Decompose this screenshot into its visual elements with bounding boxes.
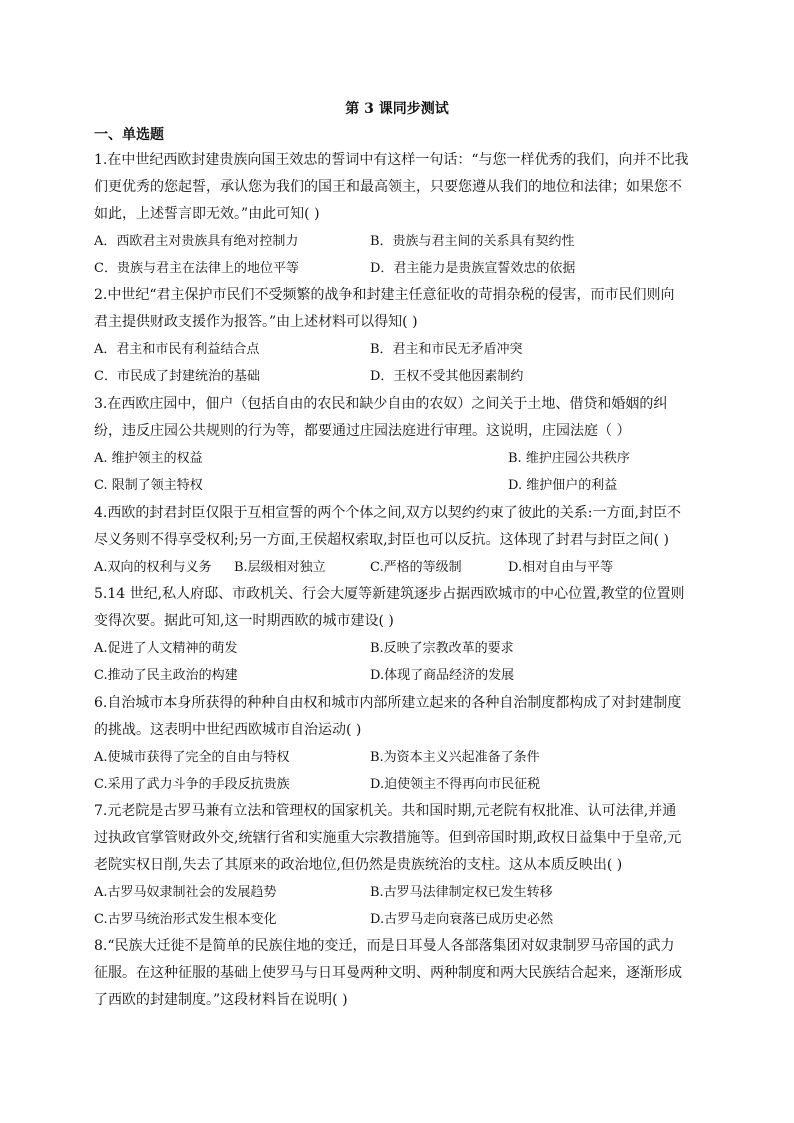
question-2-options <box>94 336 706 390</box>
option-d: D．王权不受其他因素制约 <box>370 369 524 384</box>
option-c: C.推动了民主政治的构建 <box>94 668 238 683</box>
stem-line: 1.在中世纪西欧封建贵族向国王效忠的誓词中有这样一句话：“与您一样优秀的我们，向并不比我 <box>94 152 689 168</box>
stem-line: 3.在西欧庄园中，佃户（包括自由的农民和缺少自由的农奴）之间关于土地、借贷和婚姻的纠 <box>94 396 668 412</box>
option-b: B．贵族与君主间的关系具有契约性 <box>370 234 575 249</box>
option-a: A. 维护领主的权益 <box>94 451 203 466</box>
question-6-stem <box>94 690 706 744</box>
stem-line: 了西欧的封建制度。”这段材料旨在说明( ) <box>94 992 348 1008</box>
stem-line: 5.14 世纪,私人府邸、市政机关、行会大厦等新建筑逐步占据西欧城市的中心位置,教堂的位置则 <box>94 586 685 602</box>
stem-line: 们更优秀的您起誓，承认您为我们的国王和最高领主，只要您遵从我们的地位和法律；如果您不 <box>94 179 682 195</box>
question-5-stem <box>94 581 706 635</box>
stem-line: 征服。在这种征服的基础上使罗马与日耳曼两种文明、两种制度和两大民族结合起来，逐渐形成 <box>94 965 682 981</box>
option-b: B．君主和市民无矛盾冲突 <box>370 342 523 357</box>
option-c: C.严格的等级制 <box>370 560 462 575</box>
stem-line: 老院实权日削,失去了其原来的政治地位,但仍然是贵族统治的支柱。这从本质反映出( ) <box>94 857 623 873</box>
option-c: C.古罗马统治形式发生根本变化 <box>94 912 277 927</box>
option-c: C．贵族与君主在法律上的地位平等 <box>94 261 299 276</box>
stem-line: 7.元老院是古罗马兼有立法和管理权的国家机关。共和国时期,元老院有权批准、认可法律,并通 <box>94 803 677 819</box>
stem-line: 尽义务则不得享受权利;另一方面,王侯超权索取,封臣也可以反抗。这体现了封君与封臣之间( ) <box>94 532 669 548</box>
stem-line: 如此，上述誓言即无效。”由此可知( ) <box>94 206 320 222</box>
question-7-options <box>94 879 706 933</box>
option-b: B. 维护庄园公共秩序 <box>508 451 630 466</box>
option-a: A．西欧君主对贵族具有绝对控制力 <box>94 234 299 249</box>
stem-line: 8.“民族大迁徙不是简单的民族住地的变迁，而是日耳曼人各部落集团对奴隶制罗马帝国的武力 <box>94 938 675 954</box>
option-b: B.为资本主义兴起准备了条件 <box>370 750 540 765</box>
page-title: 第 3 课同步测试 <box>345 101 449 117</box>
option-c: C．市民成了封建统治的基础 <box>94 369 260 384</box>
question-6-options <box>94 744 706 798</box>
stem-line: 2.中世纪“君主保护市民们不受频繁的战争和封建主任意征收的苛捐杂税的侵害，而市民们则向 <box>94 287 675 303</box>
question-4-stem <box>94 500 706 554</box>
option-c: C. 限制了领主特权 <box>94 478 203 493</box>
option-d: D.体现了商品经济的发展 <box>370 668 515 683</box>
stem-line: 6.自治城市本身所获得的种种自由权和城市内部所建立起来的各种自治制度都构成了对封建制度 <box>94 695 682 711</box>
option-a: A.使城市获得了完全的自由与特权 <box>94 750 290 765</box>
option-d: D.迫使领主不得再向市民征税 <box>370 777 541 792</box>
question-2-stem <box>94 282 706 336</box>
stem-line: 变得次要。据此可知,这一时期西欧的城市建设( ) <box>94 613 394 629</box>
question-1-stem <box>94 147 706 228</box>
stem-line: 君主提供财政支援作为报答。”由上述材料可以得知( ) <box>94 314 418 330</box>
option-d: D. 维护佃户的利益 <box>508 478 618 493</box>
question-8-stem <box>94 933 706 1014</box>
option-d: D．君主能力是贵族宣誓效忠的依据 <box>370 261 576 276</box>
question-4-options <box>94 554 706 581</box>
question-3-stem <box>94 391 706 445</box>
stem-line: 的挑战。这表明中世纪西欧城市自治运动( ) <box>94 722 362 738</box>
option-a: A.双向的权利与义务 <box>94 560 212 575</box>
option-a: A.古罗马奴隶制社会的发展趋势 <box>94 885 277 900</box>
option-b: B.层级相对独立 <box>234 560 326 575</box>
option-d: D.相对自由与平等 <box>508 560 614 575</box>
stem-line: 过执政官掌管财政外交,统辖行省和实施重大宗教措施等。但到帝国时期,政权日益集中于皇帝,元 <box>94 830 682 846</box>
question-3-options <box>94 445 706 499</box>
stem-line: 纷，违反庄园公共规则的行为等，都要通过庄园法庭进行审理。这说明，庄园法庭（ ） <box>94 423 631 439</box>
option-b: B.反映了宗教改革的要求 <box>370 641 514 656</box>
option-a: A．君主和市民有利益结合点 <box>94 342 260 357</box>
option-a: A.促进了人文精神的萌发 <box>94 641 238 656</box>
question-5-options <box>94 635 706 689</box>
option-b: B.古罗马法律制定权已发生转移 <box>370 885 553 900</box>
section-heading: 一、单选题 <box>94 127 164 143</box>
question-1-options <box>94 228 706 282</box>
option-c: C.采用了武力斗争的手段反抗贵族 <box>94 777 290 792</box>
stem-line: 4.西欧的封君封臣仅限于互相宣誓的两个个体之间,双方以契约约束了彼此的关系:一方面,封臣不 <box>94 505 681 521</box>
question-7-stem <box>94 798 706 879</box>
option-d: D.古罗马走向衰落已成历史必然 <box>370 912 554 927</box>
